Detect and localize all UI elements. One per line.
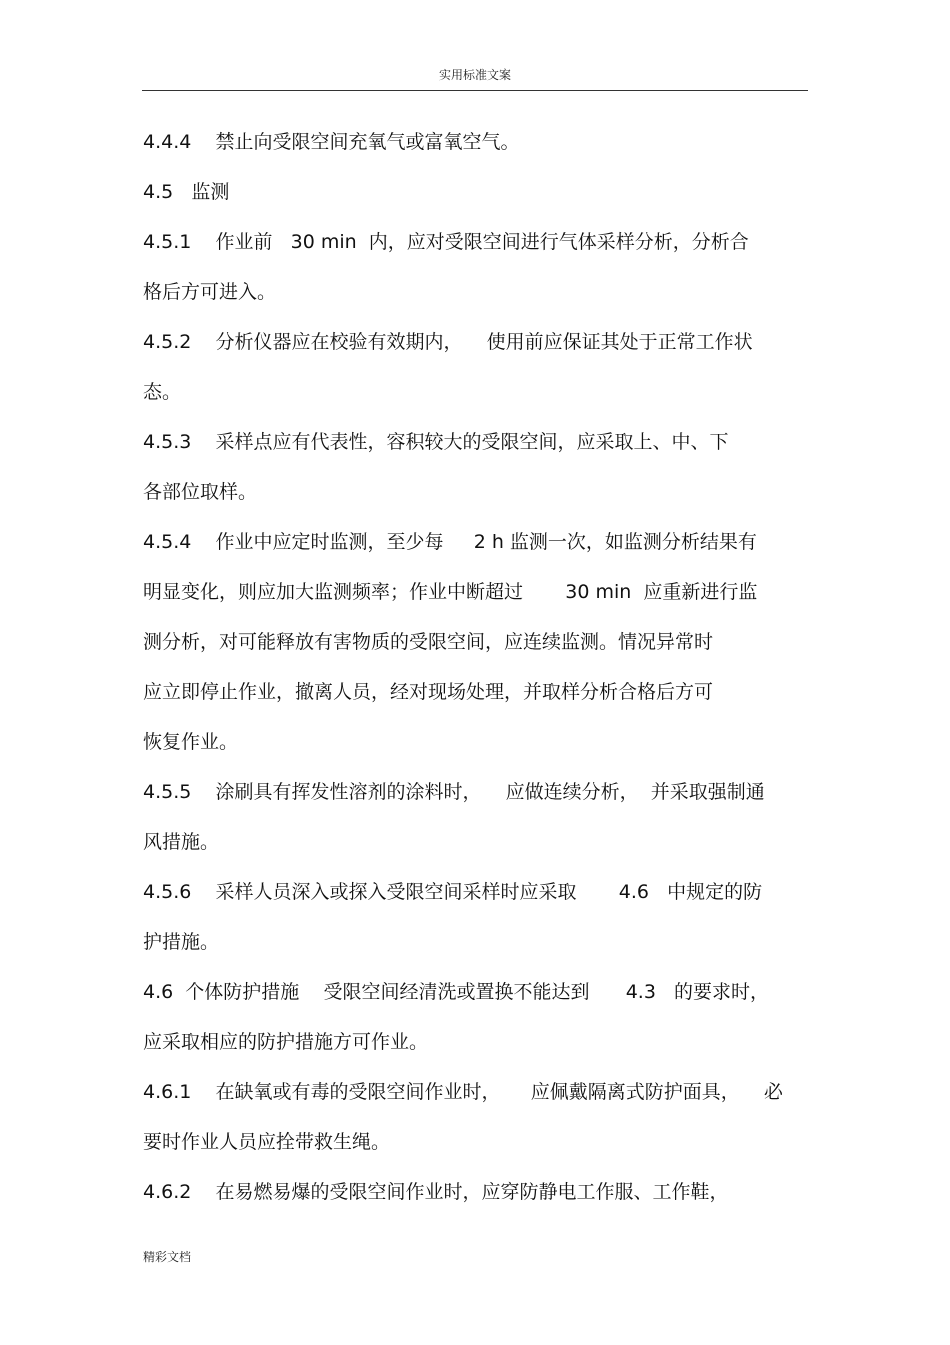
paragraph-4-6-1-line-1: 4.6.1 在缺氧或有毒的受限空间作业时， 应佩戴隔离式防护面具， 必	[143, 1081, 783, 1103]
page-header: 实用标准文案	[438, 68, 511, 82]
paragraph-4-4-4: 4.4.4 禁止向受限空间充氧气或富氧空气。	[143, 131, 520, 153]
paragraph-4-5-4-line-1: 4.5.4 作业中应定时监测，至少每 2 h 监测一次，如监测分析结果有	[143, 531, 757, 553]
paragraph-4-5-2-line-2: 态。	[143, 381, 182, 403]
paragraph-4-5-4-line-4: 应立即停止作业，撤离人员，经对现场处理，并取样分析合格后方可	[143, 681, 714, 703]
paragraph-4-5-5-line-1: 4.5.5 涂刷具有挥发性溶剂的涂料时， 应做连续分析， 并采取强制通	[143, 781, 765, 803]
paragraph-4-5-3-line-1: 4.5.3 采样点应有代表性，容积较大的受限空间，应采取上、中、下	[143, 431, 729, 453]
paragraph-4-5-5-line-2: 风措施。	[143, 831, 220, 853]
paragraph-4-5-4-line-5: 恢复作业。	[143, 731, 239, 753]
section-heading-4-6-line-1: 4.6 个体防护措施 受限空间经清洗或置换不能达到 4.3 的要求时，	[143, 981, 770, 1003]
paragraph-4-5-3-line-2: 各部位取样。	[143, 481, 258, 503]
page-footer: 精彩文档	[143, 1250, 192, 1264]
paragraph-4-6-1-line-2: 要时作业人员应拴带救生绳。	[143, 1131, 391, 1153]
section-heading-4-5: 4.5 监测	[143, 181, 230, 203]
paragraph-4-5-6-line-1: 4.5.6 采样人员深入或探入受限空间采样时应采取 4.6 中规定的防	[143, 881, 763, 903]
paragraph-4-6-2-line-1: 4.6.2 在易燃易爆的受限空间作业时，应穿防静电工作服、工作鞋，	[143, 1181, 729, 1203]
paragraph-4-5-6-line-2: 护措施。	[143, 931, 220, 953]
section-heading-4-6-line-2: 应采取相应的防护措施方可作业。	[143, 1031, 429, 1053]
paragraph-4-5-4-line-3: 测分析，对可能释放有害物质的受限空间，应连续监测。情况异常时	[143, 631, 714, 653]
header-divider	[142, 90, 808, 91]
paragraph-4-5-1-line-2: 格后方可进入。	[143, 281, 277, 303]
paragraph-4-5-1-line-1: 4.5.1 作业前 30 min 内，应对受限空间进行气体采样分析，分析合	[143, 231, 749, 253]
paragraph-4-5-2-line-1: 4.5.2 分析仪器应在校验有效期内， 使用前应保证其处于正常工作状	[143, 331, 753, 353]
paragraph-4-5-4-line-2: 明显变化，则应加大监测频率；作业中断超过 30 min 应重新进行监	[143, 581, 758, 603]
